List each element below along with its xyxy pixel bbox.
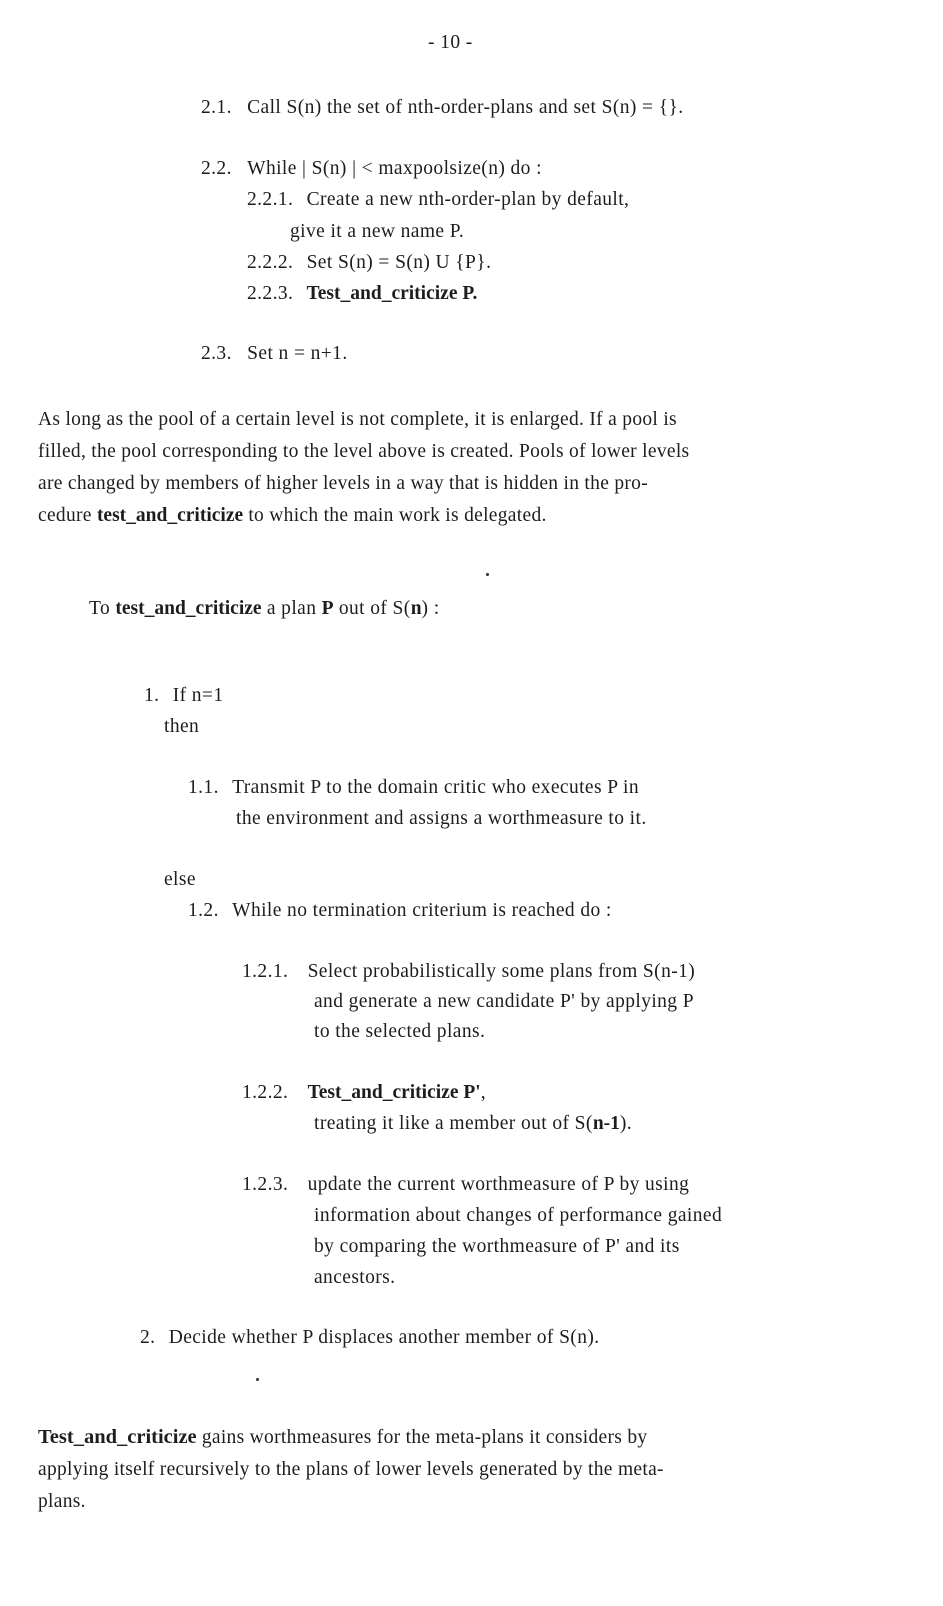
text-segment: gains worthmeasures for the meta-plans it considers by <box>196 1427 648 1448</box>
step-2-2 <box>201 157 542 181</box>
paragraph-line <box>38 1421 886 1454</box>
step-text: Decide whether P displaces another member of S(n). <box>168 1327 600 1348</box>
step-text: Create a new nth-order-plan by default, <box>306 189 630 210</box>
text-segment: ) : <box>421 598 440 619</box>
paragraph-pools <box>38 404 886 532</box>
paragraph-line: As long as the pool of a certain level is not complete, it is enlarged. If a pool is <box>38 409 677 430</box>
proc-step-1-2-2-cont <box>314 1112 632 1136</box>
paragraph-line <box>38 500 886 532</box>
plan-name: P <box>321 598 334 619</box>
step-text: Set S(n) = S(n) U {P}. <box>306 252 492 273</box>
paragraph-line: applying itself recursively to the plans of lower levels generated by the meta- <box>38 1459 664 1480</box>
paragraph-line: are changed by members of higher levels in a way that is hidden in the pro- <box>38 473 649 494</box>
step-text-bold: Test_and_criticize P' <box>307 1082 481 1103</box>
page-number: - 10 - <box>428 32 473 53</box>
proc-step-1-2-1 <box>242 960 695 984</box>
text-segment: out of S( <box>333 598 411 619</box>
step-2-2-2 <box>247 251 491 275</box>
step-number: 2.2.2. <box>247 252 294 273</box>
proc-step-1-2-3 <box>242 1173 689 1197</box>
text-segment: , <box>480 1082 486 1103</box>
step-text: If n=1 <box>172 685 224 706</box>
step-2-1 <box>201 96 684 120</box>
text-segment: ). <box>619 1113 633 1134</box>
proc-else: else <box>164 869 196 890</box>
paragraph-line: plans. <box>38 1491 86 1512</box>
step-text: Set n = n+1. <box>247 343 348 364</box>
procedure-name: Test_and_criticize <box>38 1426 197 1448</box>
level-var: n-1 <box>592 1113 620 1134</box>
proc-step-1-1 <box>188 776 639 800</box>
step-number: 2.2.3. <box>247 283 294 304</box>
step-2-3 <box>201 342 348 366</box>
proc-step-2 <box>140 1326 600 1350</box>
proc-step-1-1-cont: the environment and assigns a worthmeasure to it. <box>236 808 647 829</box>
level-var: n <box>410 598 422 619</box>
step-text: update the current worthmeasure of P by using <box>307 1174 690 1195</box>
proc-step-1-2-3-cont2: by comparing the worthmeasure of P' and its <box>314 1236 680 1257</box>
text-segment: to which the main work is delegated. <box>243 505 547 526</box>
step-2-2-1-cont: give it a new name P. <box>290 221 465 242</box>
procedure-name: test_and_criticize <box>115 598 262 619</box>
step-number: 1.2.1. <box>242 961 289 982</box>
proc-step-1-2-1-cont1: and generate a new candidate P' by applying P <box>314 991 694 1012</box>
step-number: 2. <box>140 1327 156 1348</box>
proc-step-1-2-3-cont1: information about changes of performance gained <box>314 1205 723 1226</box>
scan-dot <box>486 573 489 576</box>
step-2-2-1 <box>247 188 629 212</box>
procedure-name: test_and_criticize <box>96 505 244 526</box>
paragraph-recursion <box>38 1421 886 1518</box>
text-segment: a plan <box>261 598 322 619</box>
step-number: 2.1. <box>201 97 232 118</box>
procedure-heading <box>89 597 440 621</box>
step-text: Select probabilistically some plans from S(n-1) <box>307 961 696 982</box>
proc-step-1-2-1-cont2: to the selected plans. <box>314 1021 486 1042</box>
step-number: 1.2.2. <box>242 1082 289 1103</box>
text-segment: To <box>89 598 116 619</box>
step-number: 2.2. <box>201 158 232 179</box>
proc-then: then <box>164 716 200 737</box>
step-number: 1.1. <box>188 777 219 798</box>
step-2-2-3 <box>247 282 477 306</box>
step-text: Transmit P to the domain critic who executes P in <box>232 777 639 798</box>
proc-step-1-2-3-cont3: ancestors. <box>314 1267 396 1288</box>
step-number: 1. <box>144 685 160 706</box>
step-number: 1.2. <box>188 900 219 921</box>
text-segment: cedure <box>38 505 97 526</box>
proc-step-1 <box>144 684 223 708</box>
step-number: 2.3. <box>201 343 232 364</box>
step-text: While | S(n) | < maxpoolsize(n) do : <box>247 158 542 179</box>
step-text: Call S(n) the set of nth-order-plans and set S(n) = {}. <box>247 97 684 118</box>
step-number: 1.2.3. <box>242 1174 289 1195</box>
text-segment: treating it like a member out of S( <box>314 1113 593 1134</box>
paragraph-line: filled, the pool corresponding to the level above is created. Pools of lower levels <box>38 441 690 462</box>
step-text: While no termination criterium is reached do : <box>232 900 612 921</box>
step-text-bold: Test_and_criticize P. <box>306 283 478 304</box>
proc-step-1-2-2 <box>242 1081 486 1105</box>
step-number: 2.2.1. <box>247 189 294 210</box>
proc-step-1-2 <box>188 899 612 923</box>
scan-dot <box>256 1378 259 1381</box>
